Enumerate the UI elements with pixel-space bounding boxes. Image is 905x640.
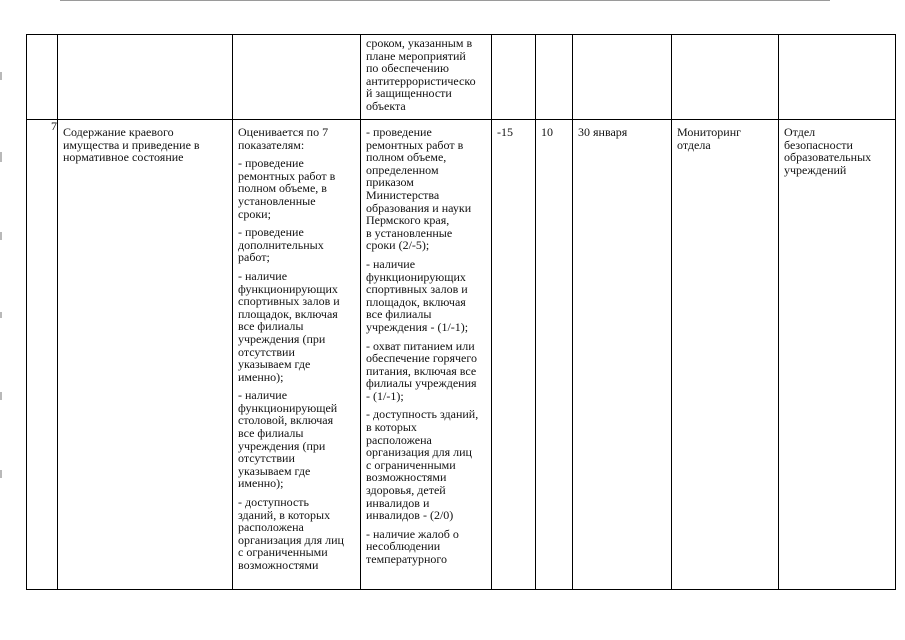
text-line: функционирующих: [366, 269, 466, 284]
text-line: учреждения (при: [238, 438, 326, 453]
text-line: - наличие жалоб о: [366, 526, 459, 541]
text-line: учреждений: [784, 162, 847, 177]
min-score: -15: [497, 125, 513, 139]
criteria-item: [366, 258, 487, 334]
text-line: именно);: [238, 369, 284, 384]
text-line: имущества и приведение в: [63, 137, 200, 152]
text-line: инвалидов и: [366, 495, 430, 510]
text-line: сроки (2/-5);: [366, 238, 430, 253]
text-line: ремонтных работ в: [238, 168, 336, 183]
text-line: все филиалы: [238, 426, 304, 441]
text-line: - проведение: [366, 125, 432, 139]
responsible-department: [779, 120, 895, 176]
scan-edge-line: [60, 0, 830, 1]
cell-min-score: [492, 35, 536, 120]
text-line: возможностями: [238, 558, 319, 572]
text-line: - доступность зданий,: [366, 407, 479, 422]
text-line: учреждения (при: [238, 331, 326, 346]
text-line: Оценивается по 7: [238, 125, 329, 139]
text-line: спортивных залов и: [366, 282, 468, 297]
indicator-item: [238, 389, 356, 490]
indicator-name: [58, 120, 232, 164]
text-line: Министерства: [366, 187, 440, 202]
indicator-description: [233, 120, 360, 572]
text-line: Пермского края,: [366, 213, 450, 228]
text-line: антитеррористическо: [366, 73, 476, 88]
text-line: - наличие: [366, 256, 416, 271]
text-line: функционирующей: [238, 400, 338, 415]
criteria-item: [366, 340, 487, 403]
text-line: площадок, включая: [238, 306, 338, 321]
text-line: - доступность: [238, 495, 309, 510]
text-line: отдела: [677, 137, 711, 152]
cell-number: [27, 35, 58, 120]
criteria-table: [26, 34, 896, 590]
text-line: плане мероприятий: [366, 48, 466, 63]
text-line: инвалидов - (2/0): [366, 508, 454, 523]
text-line: Содержание краевого: [63, 125, 174, 139]
text-line: возможностями: [366, 470, 447, 485]
criteria-item: [366, 528, 487, 566]
text-line: сроки;: [238, 206, 271, 221]
text-line: Отдел: [784, 125, 816, 139]
text-line: столовой, включая: [238, 413, 334, 428]
text-line: зданий, в которых: [238, 507, 331, 522]
text-line: отсутствии: [238, 451, 295, 466]
text-line: именно);: [238, 476, 284, 491]
text-line: полном объеме, в: [238, 181, 327, 196]
text-line: работ;: [238, 250, 270, 265]
indicators-intro: [238, 126, 356, 151]
indicator-item: [238, 157, 356, 220]
cell-max-score: [536, 35, 573, 120]
text-line: сроком, указанным в: [366, 36, 473, 50]
text-line: - проведение: [238, 156, 304, 171]
text-line: расположена: [366, 432, 432, 447]
text-line: организация для лиц: [366, 445, 472, 460]
text-line: функционирующих: [238, 281, 338, 296]
text-line: установленные: [238, 193, 316, 208]
row-number: 7: [27, 120, 58, 590]
scan-margin-mark: [0, 72, 2, 80]
criteria-item: [366, 408, 487, 521]
text-line: приказом: [366, 175, 414, 190]
text-line: филиалы учреждения: [366, 376, 477, 391]
text-line: объекта: [366, 98, 406, 113]
text-line: в которых: [366, 420, 417, 435]
text-line: полном объеме,: [366, 150, 447, 165]
text-line: температурного: [366, 552, 448, 566]
text-line: указываем где: [238, 463, 311, 478]
scan-margin-mark: [0, 152, 2, 162]
indicator-item: [238, 496, 356, 572]
text-line: определенном: [366, 162, 439, 177]
text-line: питания, включая все: [366, 363, 477, 378]
text-line: Мониторинг: [677, 125, 742, 139]
text-line: с ограниченными: [238, 545, 328, 560]
cell-deadline: [573, 120, 672, 590]
text-line: спортивных залов и: [238, 294, 340, 309]
cell-criteria: [361, 120, 492, 590]
text-line: - (1/-1);: [366, 388, 404, 403]
cell-method: [672, 120, 779, 590]
cell-indicator-name: [58, 120, 233, 590]
text-line: ремонтных работ в: [366, 137, 464, 152]
cell-method: [672, 35, 779, 120]
text-line: несоблюдении: [366, 539, 441, 554]
text-line: по обеспечению: [366, 61, 449, 76]
text-line: все филиалы: [238, 319, 304, 334]
text-line: здоровья, детей: [366, 483, 446, 498]
cell-responsible: [779, 35, 896, 120]
cell-indicator-description: [233, 120, 361, 590]
criteria-item: [366, 126, 487, 252]
max-score: 10: [541, 125, 553, 139]
monitoring-method: [672, 120, 778, 151]
criteria-list: [361, 120, 491, 566]
text-line: - охват питанием или: [366, 338, 475, 353]
text-line: показателям:: [238, 137, 305, 152]
cell-responsible: [779, 120, 896, 590]
table-row-7: [27, 120, 896, 590]
text-line: й защищенности: [366, 86, 452, 101]
text-line: нормативное состояние: [63, 150, 184, 165]
scan-margin-mark: [0, 312, 2, 318]
cell-indicator-name: [58, 35, 233, 120]
text-line: образования и науки: [366, 200, 472, 215]
cell-max-score: [536, 120, 573, 590]
table-row-continued: [27, 35, 896, 120]
text-line: в установленные: [366, 225, 453, 240]
text-line: все филиалы: [366, 307, 432, 322]
text-line: - наличие: [238, 388, 288, 403]
indicator-item: [238, 270, 356, 383]
scan-margin-mark: [0, 392, 2, 400]
cell-indicator-description: [233, 35, 361, 120]
text-line: - проведение: [238, 225, 304, 240]
text-line: дополнительных: [238, 237, 324, 252]
text-line: с ограниченными: [366, 457, 456, 472]
cell-criteria: [361, 35, 492, 120]
text-line: обеспечение горячего: [366, 351, 478, 366]
text-line: - наличие: [238, 268, 288, 283]
text-line: организация для лиц: [238, 532, 344, 547]
text-line: указываем где: [238, 357, 311, 372]
text-line: площадок, включая: [366, 294, 466, 309]
deadline: 30 января: [578, 125, 628, 139]
text-line: расположена: [238, 520, 304, 535]
scan-margin-mark: [0, 232, 2, 240]
text-line: отсутствии: [238, 344, 295, 359]
indicator-item: [238, 226, 356, 264]
cell-min-score: [492, 120, 536, 590]
text-line: учреждения - (1/-1);: [366, 319, 469, 334]
cell-deadline: [573, 35, 672, 120]
criteria-text: [361, 35, 491, 113]
text-line: безопасности: [784, 137, 853, 152]
text-line: образовательных: [784, 150, 872, 165]
scan-margin-mark: [0, 470, 2, 478]
